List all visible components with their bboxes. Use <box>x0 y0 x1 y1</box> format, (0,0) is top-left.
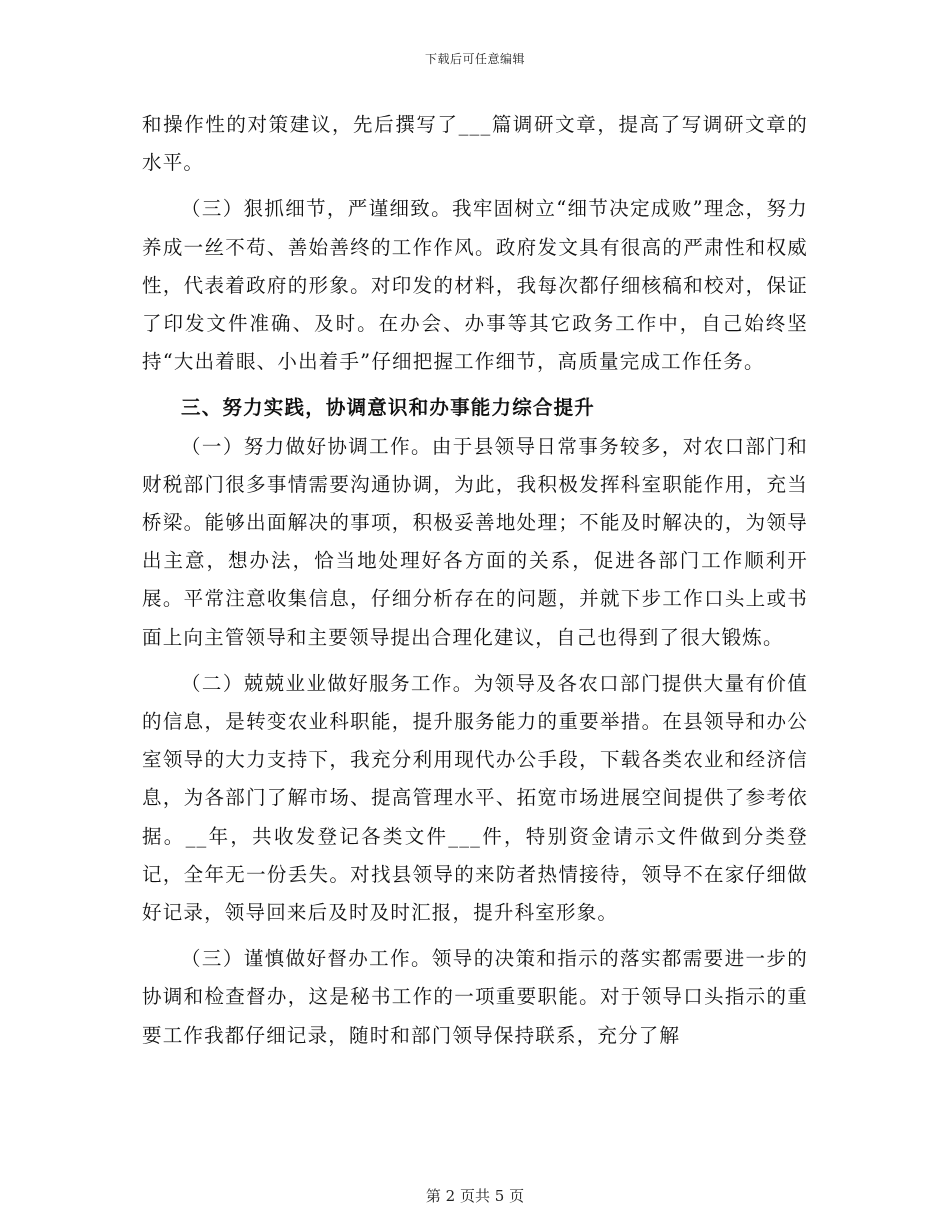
page-header: 下载后可任意编辑 <box>424 52 525 66</box>
paragraph-detail-rigor: （三）狠抓细节，严谨细致。我牢固树立“细节决定成败”理念，努力养成一丝不苟、善始善终的工作作风。政府发文具有很高的严肃性和权威性，代表着政府的形象。对印发的材料，我每次都仔细核稿和校对，保证了印发文件准确、及时。在办会、办事等其它政务工作中，自己始终坚持“大出着眼、小出着手”仔细把握工作细节，高质量完成工作任务。 <box>142 197 808 374</box>
paragraph-gap <box>142 657 808 665</box>
paragraph-continuation: 和操作性的对策建议，先后撰写了___篇调研文章，提高了写调研文章的水平。 <box>142 113 808 175</box>
paragraph-gap <box>142 182 808 190</box>
paragraph-coordination: （一）努力做好协调工作。由于县领导日常事务较多，对农口部门和财税部门很多事情需要沟通协调，为此，我积极发挥科室职能作用，充当桥梁。能够出面解决的事项，积极妥善地处理；不能及时解决的，为领导出主意，想办法，恰当地处理好各方面的关系，促进各部门工作顺利开展。平常注意收集信息，仔细分析存在的问题，并就下步工作口头上或书面上向主管领导和主要领导提出合理化建议，自己也得到了很大锻炼。 <box>142 434 808 649</box>
paragraph-service: （二）兢兢业业做好服务工作。为领导及各农口部门提供大量有价值的信息，是转变农业科职能，提升服务能力的重要举措。在县领导和办公室领导的大力支持下，我充分利用现代办公手段，下载各类农业和经济信息，为各部门了解市场、提高管理水平、拓宽市场进展空间提供了参考依据。__年，共收发登记各类文件___件，特别资金请示文件做到分类登记，全年无一份丢失。对找县领导的来防者热情接待，领导不在家仔细做好记录，领导回来后及时及时汇报，提升科室形象。 <box>142 671 808 925</box>
document-body <box>142 106 808 1055</box>
section-heading: 三、努力实践，协调意识和办事能力综合提升 <box>181 396 596 420</box>
paragraph-supervision: （三）谨慎做好督办工作。领导的决策和指示的落实都需要进一步的协调和检查督办，这是秘书工作的一项重要职能。对于领导口头指示的重要工作我都仔细记录，随时和部门领导保持联系，充分了解 <box>142 947 808 1047</box>
page-footer: 第 2 页共 5 页 <box>425 1187 525 1205</box>
paragraph-gap <box>142 381 808 389</box>
paragraph-gap <box>142 932 808 940</box>
